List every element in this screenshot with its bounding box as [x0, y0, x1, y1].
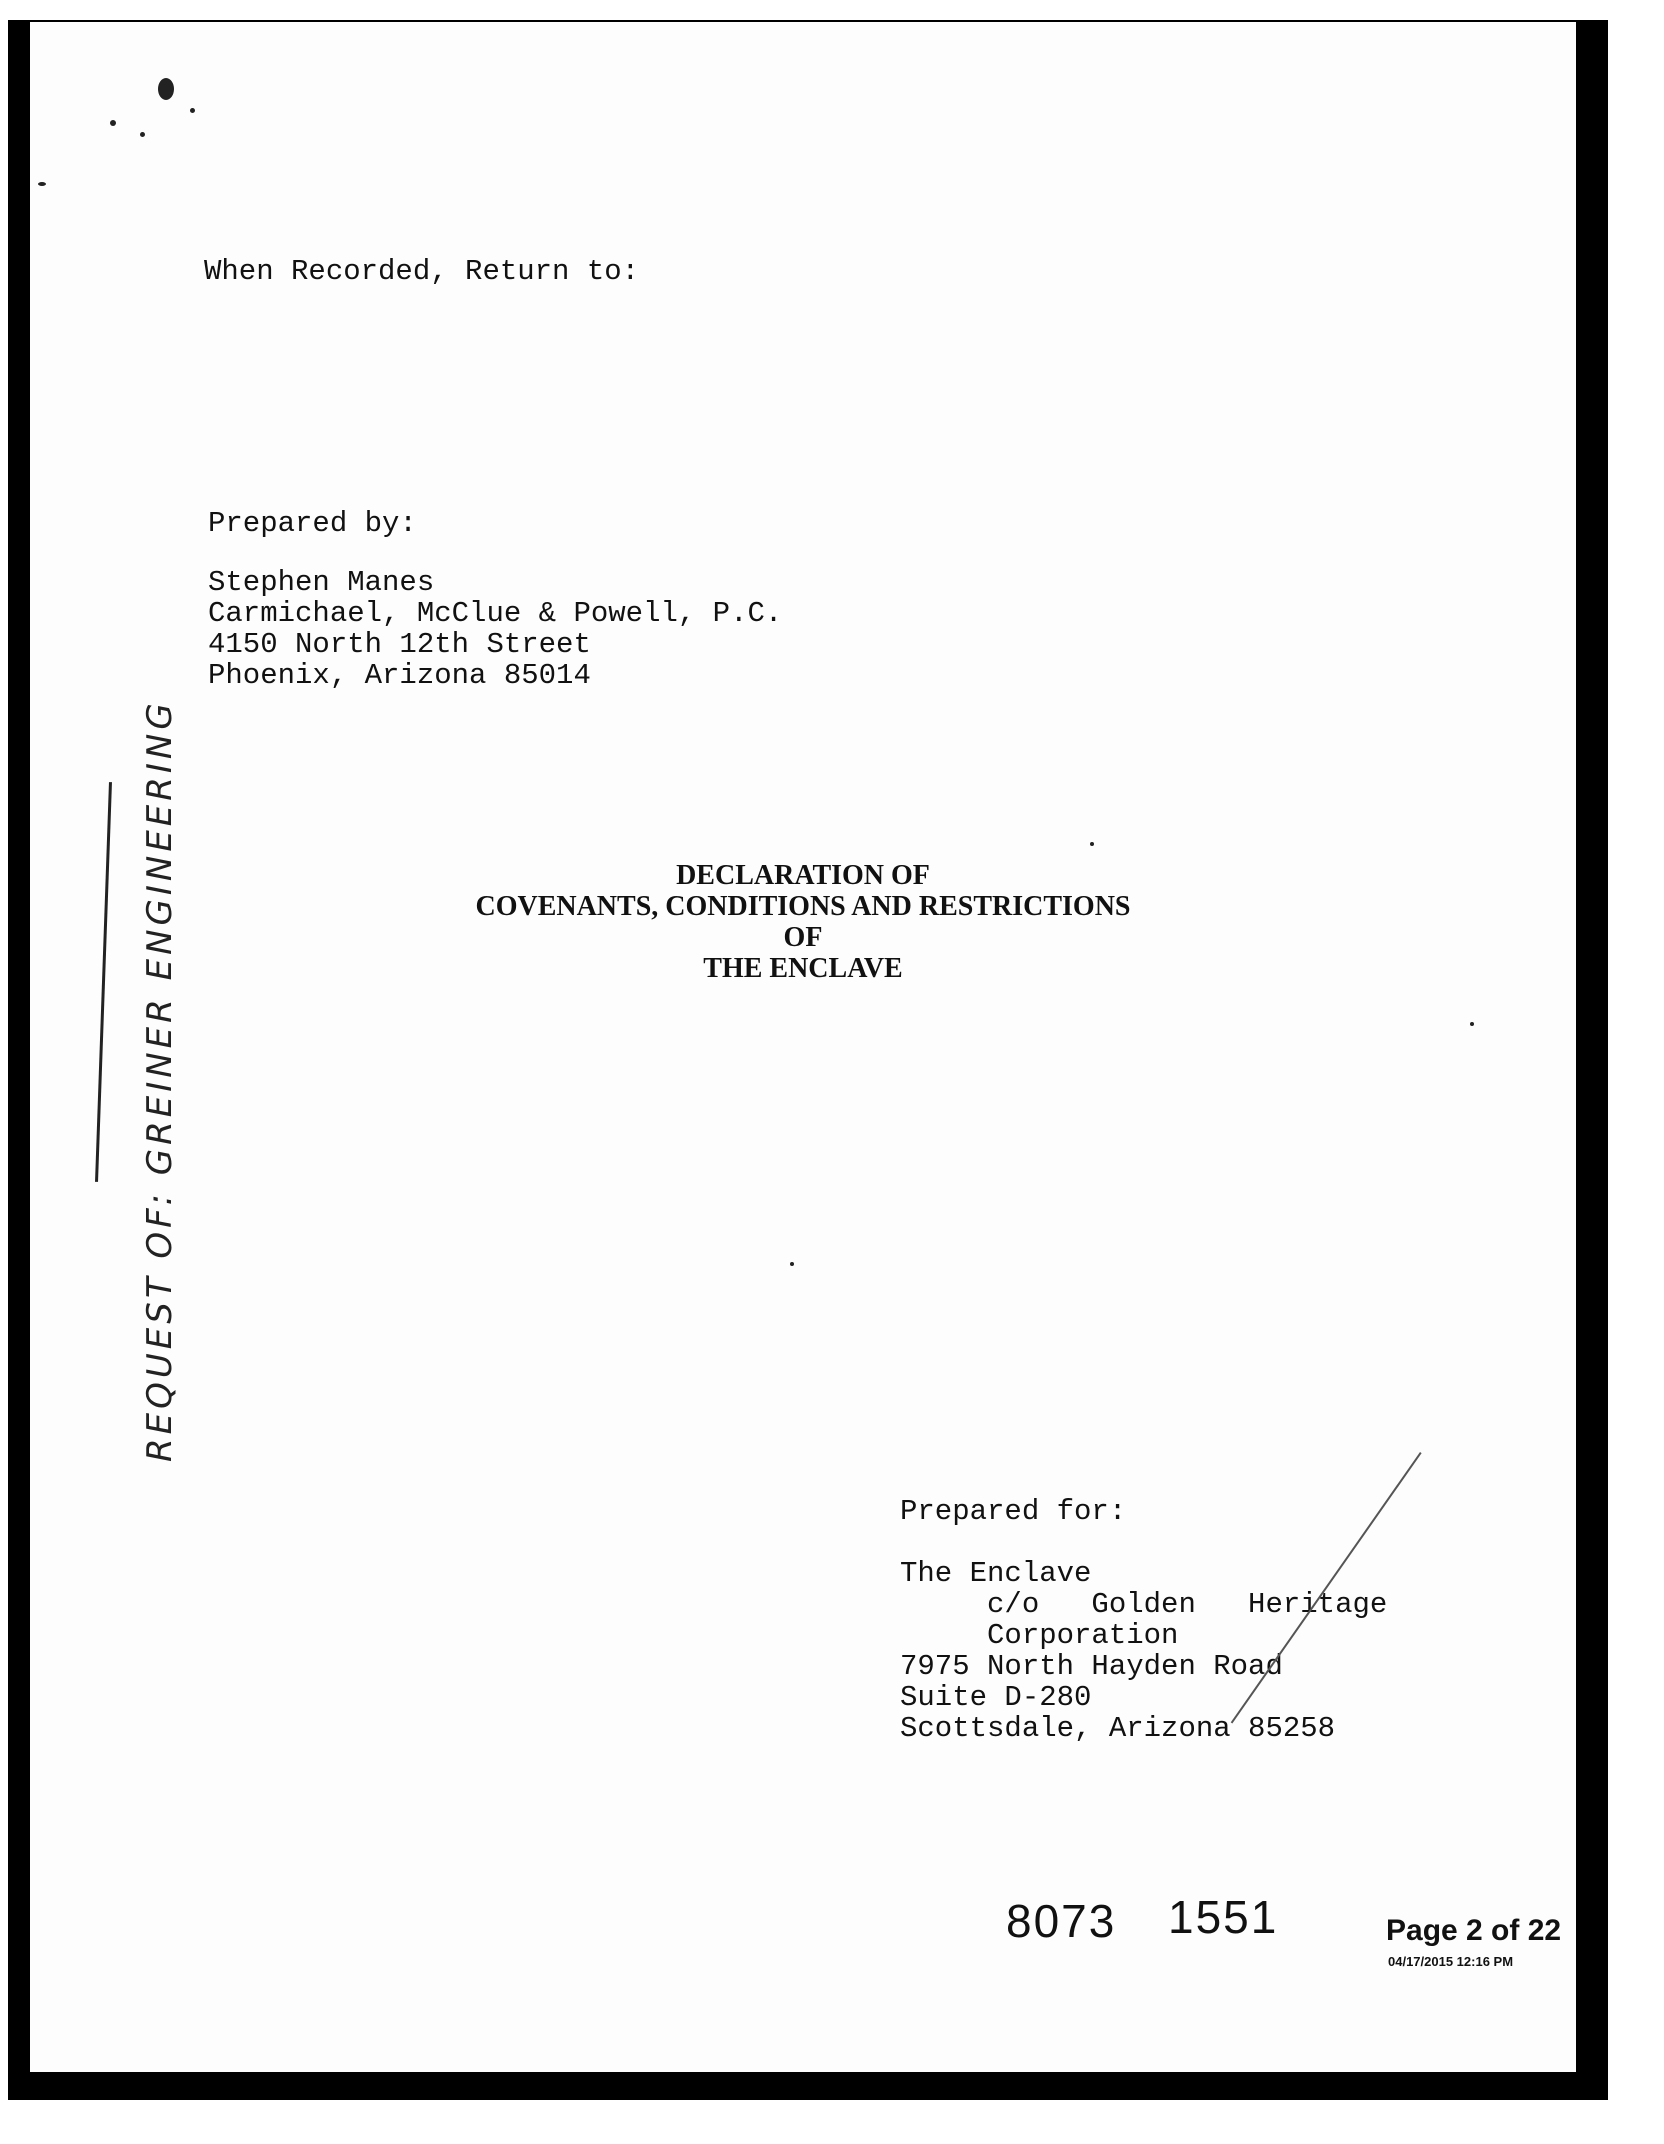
prepared-by-label: Prepared by: — [208, 507, 417, 540]
client-city: Scottsdale, Arizona 85258 — [900, 1712, 1336, 1745]
scan-speck — [110, 120, 116, 126]
page-timestamp: 04/17/2015 12:16 PM — [1388, 1954, 1514, 1969]
prepared-for-label: Prepared for: — [900, 1495, 1127, 1528]
document-title-line-3: OF — [783, 922, 823, 953]
scan-speck — [140, 132, 145, 137]
preparer-city: Phoenix, Arizona 85014 — [208, 659, 591, 692]
page-indicator: Page 2 of 22 — [1386, 1914, 1562, 1947]
client-care-of: c/o Golden Heritage — [900, 1588, 1388, 1621]
client-corporation: Corporation — [900, 1619, 1179, 1652]
scan-speck — [38, 182, 46, 186]
document-page — [30, 22, 1576, 2072]
preparer-name: Stephen Manes — [208, 566, 435, 599]
handwritten-request-note: REQUEST OF: GREINER ENGINEERING — [140, 699, 180, 1462]
scan-speck — [790, 1262, 794, 1266]
document-title-line-4: THE ENCLAVE — [703, 953, 903, 984]
scan-speck — [1470, 1022, 1474, 1026]
client-suite: Suite D-280 — [900, 1681, 1092, 1714]
docket-page-number: 1551 — [1168, 1891, 1279, 1943]
document-title-line-1: DECLARATION OF — [676, 860, 930, 891]
scan-speck — [1090, 842, 1094, 846]
return-to-label: When Recorded, Return to: — [204, 255, 640, 288]
preparer-firm: Carmichael, McClue & Powell, P.C. — [208, 597, 783, 630]
scan-speck — [158, 78, 174, 100]
document-title-line-2: COVENANTS, CONDITIONS AND RESTRICTIONS — [475, 891, 1131, 922]
docket-book-number: 8073 — [1006, 1895, 1117, 1947]
scan-speck — [190, 108, 195, 113]
preparer-street: 4150 North 12th Street — [208, 628, 591, 661]
client-name: The Enclave — [900, 1557, 1092, 1590]
client-street: 7975 North Hayden Road — [900, 1650, 1283, 1683]
